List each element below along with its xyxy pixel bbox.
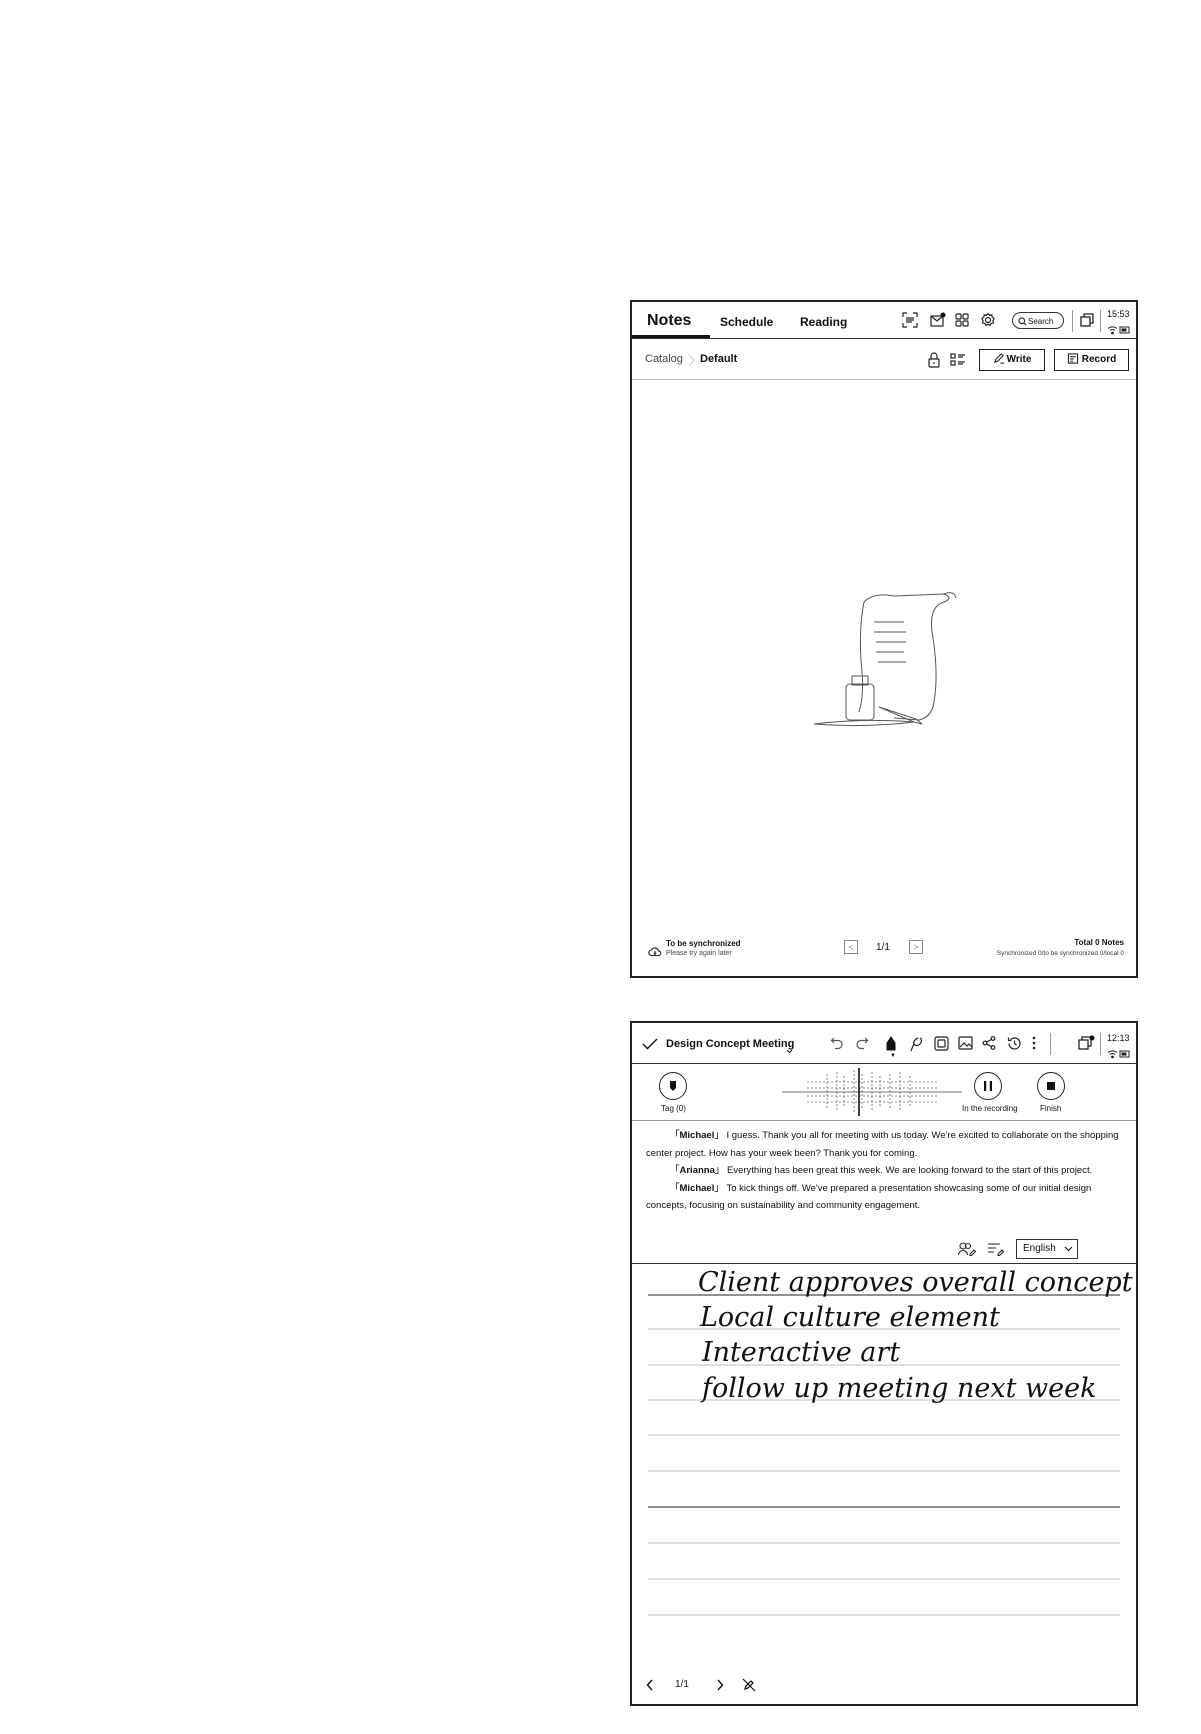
- header-divider: [1100, 1033, 1101, 1055]
- lasso-icon[interactable]: [910, 1036, 924, 1057]
- speaker-name[interactable]: 「Arianna」: [670, 1165, 725, 1176]
- history-icon[interactable]: [1007, 1036, 1022, 1056]
- handwritten-note-line: Client approves overall concept: [698, 1267, 1133, 1298]
- language-value: English: [1023, 1243, 1056, 1254]
- page-indicator: 1/1: [675, 1679, 689, 1690]
- record-button[interactable]: [1054, 349, 1129, 371]
- notes-library-screen: [630, 300, 1138, 978]
- search-button[interactable]: [1012, 312, 1064, 329]
- page-indicator: 1/1: [876, 942, 890, 953]
- speaker-edit-icon[interactable]: [958, 1242, 976, 1261]
- language-select[interactable]: [1016, 1239, 1078, 1259]
- transcript-panel: [646, 1127, 1126, 1215]
- list-view-icon[interactable]: [950, 352, 966, 368]
- cloud-sync-icon[interactable]: [648, 944, 662, 962]
- transcript-text: To kick things off. We've prepared a presentation showcasing some of our initial design concepts, focusing on sustainability and community engagement.: [646, 1182, 1092, 1211]
- recording-controls: [632, 1064, 1136, 1121]
- speaker-name[interactable]: 「Michael」: [670, 1182, 724, 1194]
- next-page-button[interactable]: >: [909, 940, 923, 954]
- next-page-button[interactable]: [716, 1678, 724, 1696]
- chevron-down-icon[interactable]: [786, 1041, 793, 1059]
- wifi-battery-icon: [1107, 322, 1131, 332]
- transcript-entry: [646, 1127, 1126, 1162]
- pause-icon: [983, 1081, 993, 1091]
- previous-page-button[interactable]: [646, 1678, 654, 1696]
- check-icon[interactable]: [642, 1037, 658, 1055]
- scan-icon[interactable]: [902, 312, 918, 328]
- pen-options-caret[interactable]: ▼: [890, 1053, 896, 1059]
- handwritten-note-line: follow up meeting next week: [702, 1373, 1097, 1404]
- pen-icon: [993, 353, 1004, 364]
- total-notes-count: Total 0 Notes: [1074, 938, 1124, 947]
- header-divider: [1050, 1033, 1051, 1055]
- record-note-icon: [1067, 353, 1079, 364]
- sync-status-title: To be synchronized: [666, 939, 741, 948]
- write-label: Write: [1006, 354, 1032, 365]
- search-icon: [1018, 317, 1027, 326]
- header-divider: [1100, 310, 1101, 332]
- sync-status-subtitle: Please try again later: [666, 950, 732, 957]
- empty-notes-illustration: [804, 592, 964, 732]
- text-edit-icon[interactable]: [987, 1242, 1005, 1261]
- more-icon[interactable]: [1032, 1036, 1036, 1055]
- handwriting-canvas[interactable]: [632, 1265, 1136, 1665]
- redo-icon[interactable]: [855, 1036, 869, 1055]
- handwritten-note-line: Interactive art: [702, 1337, 901, 1368]
- status-time: 15:53: [1107, 309, 1130, 319]
- transcript-entry: [646, 1180, 1126, 1215]
- window-icon[interactable]: [1078, 1035, 1095, 1056]
- folder-toolbar: [632, 339, 1136, 380]
- sync-detail-counts: Synchronized 0/to be synchronized 0/local 0: [996, 950, 1124, 957]
- header-divider: [1072, 310, 1073, 332]
- transcript-text: Everything has been great this week. We are looking forward to the start of this project.: [724, 1165, 1093, 1176]
- mail-badge-icon[interactable]: [930, 312, 946, 328]
- top-nav-bar: [632, 302, 1136, 339]
- apps-grid-icon[interactable]: [954, 312, 970, 328]
- record-label: Record: [1081, 354, 1117, 365]
- tab-notes[interactable]: Notes: [647, 312, 692, 329]
- layers-icon[interactable]: [934, 1036, 949, 1056]
- share-icon[interactable]: [982, 1036, 996, 1055]
- finish-recording-button[interactable]: [1037, 1072, 1065, 1100]
- tag-count-label: Tag (0): [661, 1104, 686, 1113]
- stylus-off-icon[interactable]: [742, 1678, 756, 1697]
- handwritten-note-line: Local culture element: [700, 1302, 1000, 1333]
- previous-page-button[interactable]: <: [844, 940, 858, 954]
- breadcrumb-separator: 〉: [689, 355, 700, 367]
- note-title[interactable]: Design Concept Meeting: [666, 1038, 795, 1050]
- tag-button[interactable]: [659, 1072, 687, 1100]
- tab-schedule[interactable]: Schedule: [720, 315, 774, 329]
- status-time: 12:13: [1107, 1033, 1130, 1043]
- chevron-down-icon: [1064, 1246, 1073, 1252]
- audio-waveform: [782, 1068, 962, 1116]
- recording-status-label: In the recording: [962, 1104, 1018, 1113]
- stop-icon: [1047, 1082, 1055, 1090]
- note-toolbar: [632, 1023, 1136, 1064]
- tag-icon: [669, 1080, 677, 1092]
- tab-reading[interactable]: Reading: [800, 315, 848, 329]
- lock-icon[interactable]: [927, 352, 943, 368]
- wifi-battery-icon: [1107, 1046, 1131, 1064]
- search-label: Search: [1028, 317, 1054, 326]
- recording-note-screen: [630, 1021, 1138, 1706]
- speaker-name[interactable]: 「Michael」: [670, 1130, 724, 1141]
- finish-label: Finish: [1040, 1104, 1062, 1113]
- window-icon[interactable]: [1079, 312, 1095, 328]
- settings-icon[interactable]: [980, 312, 996, 328]
- breadcrumb-current-folder: Default: [700, 353, 738, 365]
- transcript-entry: [646, 1162, 1126, 1180]
- transcript-tools: [632, 1235, 1136, 1264]
- undo-icon[interactable]: [830, 1036, 844, 1055]
- pause-recording-button[interactable]: [974, 1072, 1002, 1100]
- breadcrumb-catalog[interactable]: Catalog: [645, 353, 683, 365]
- image-icon[interactable]: [958, 1036, 973, 1055]
- transcript-text: I guess. Thank you all for meeting with us today. We're excited to collaborate on the shopping center project. How has your week been? Thank you for coming.: [646, 1130, 1119, 1159]
- active-tab-indicator: [632, 335, 710, 338]
- write-button[interactable]: [979, 349, 1045, 371]
